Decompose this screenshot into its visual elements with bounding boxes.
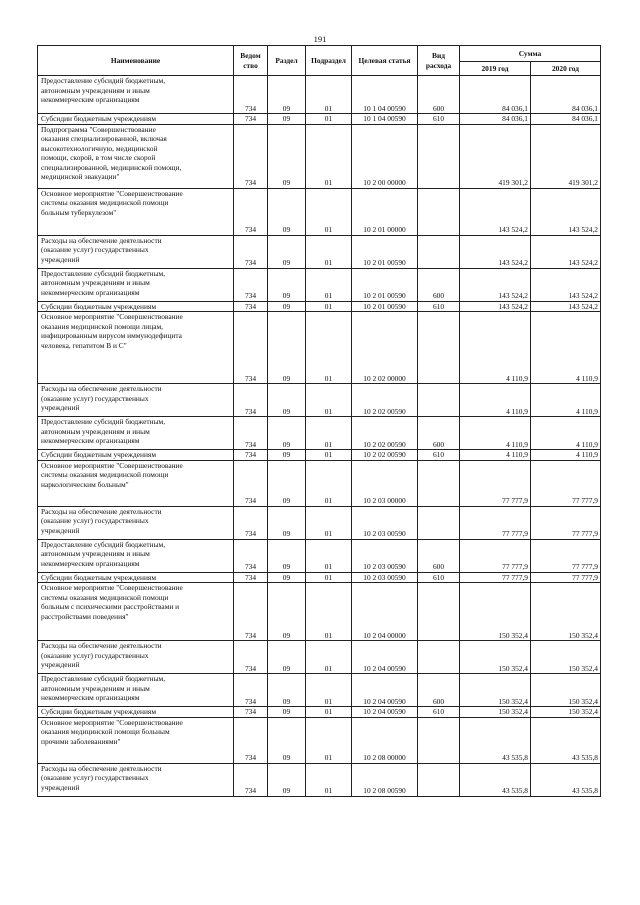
cell-target: 10 2 04 00000 bbox=[352, 583, 418, 641]
cell-sum-2020: 150 352,4 bbox=[531, 583, 601, 641]
table-row bbox=[38, 188, 601, 235]
cell-name: Расходы на обеспечение деятельности (оказание услуг) государственных учреждений bbox=[38, 506, 234, 539]
header-sum: Сумма bbox=[460, 46, 601, 62]
cell-ministry: 734 bbox=[234, 572, 268, 583]
cell-sum-2019: 77 777,9 bbox=[460, 460, 531, 506]
cell-sum-2020: 4 110,9 bbox=[531, 417, 601, 450]
cell-ministry: 734 bbox=[234, 312, 268, 384]
cell-sum-2019: 143 524,2 bbox=[460, 301, 531, 312]
cell-sum-2020: 143 524,2 bbox=[531, 235, 601, 268]
cell-name: Субсидии бюджетным учреждениям bbox=[38, 707, 234, 718]
cell-subsection: 01 bbox=[306, 641, 352, 674]
cell-sum-2019: 150 352,4 bbox=[460, 707, 531, 718]
table-row bbox=[38, 235, 601, 268]
cell-sum-2019: 419 301,2 bbox=[460, 124, 531, 188]
cell-sum-2020: 84 036,1 bbox=[531, 114, 601, 125]
table-row bbox=[38, 583, 601, 641]
cell-sum-2020: 77 777,9 bbox=[531, 572, 601, 583]
cell-subsection: 01 bbox=[306, 76, 352, 114]
cell-expense-type: 610 bbox=[418, 707, 460, 718]
cell-name: Субсидии бюджетным учреждениям bbox=[38, 572, 234, 583]
cell-subsection: 01 bbox=[306, 506, 352, 539]
table-row bbox=[38, 506, 601, 539]
cell-expense-type: 610 bbox=[418, 301, 460, 312]
cell-sum-2020: 43 535,8 bbox=[531, 763, 601, 796]
cell-sum-2020: 150 352,4 bbox=[531, 707, 601, 718]
cell-expense-type: 600 bbox=[418, 539, 460, 572]
cell-section: 09 bbox=[268, 124, 306, 188]
cell-target: 10 2 02 00590 bbox=[352, 417, 418, 450]
cell-sum-2019: 150 352,4 bbox=[460, 583, 531, 641]
cell-target: 10 2 04 00590 bbox=[352, 674, 418, 707]
header-year-2019: 2019 год bbox=[460, 62, 531, 76]
cell-name: Субсидии бюджетным учреждениям bbox=[38, 450, 234, 461]
cell-ministry: 734 bbox=[234, 268, 268, 301]
cell-ministry: 734 bbox=[234, 583, 268, 641]
cell-section: 09 bbox=[268, 506, 306, 539]
cell-name: Субсидии бюджетным учреждениям bbox=[38, 301, 234, 312]
cell-name: Расходы на обеспечение деятельности (оказание услуг) государственных учреждений bbox=[38, 641, 234, 674]
cell-section: 09 bbox=[268, 268, 306, 301]
cell-section: 09 bbox=[268, 641, 306, 674]
cell-subsection: 01 bbox=[306, 539, 352, 572]
cell-sum-2020: 150 352,4 bbox=[531, 674, 601, 707]
cell-name: Расходы на обеспечение деятельности (оказание услуг) государственных учреждений bbox=[38, 763, 234, 796]
cell-name: Расходы на обеспечение деятельности (оказание услуг) государственных учреждений bbox=[38, 235, 234, 268]
cell-expense-type bbox=[418, 235, 460, 268]
cell-expense-type bbox=[418, 583, 460, 641]
cell-target: 10 2 03 00590 bbox=[352, 572, 418, 583]
header-section: Раздел bbox=[268, 46, 306, 76]
cell-sum-2020: 143 524,2 bbox=[531, 268, 601, 301]
cell-sum-2019: 4 110,9 bbox=[460, 417, 531, 450]
cell-expense-type: 610 bbox=[418, 114, 460, 125]
cell-section: 09 bbox=[268, 572, 306, 583]
cell-expense-type bbox=[418, 188, 460, 235]
cell-sum-2019: 84 036,1 bbox=[460, 114, 531, 125]
cell-section: 09 bbox=[268, 583, 306, 641]
table-row bbox=[38, 539, 601, 572]
cell-target: 10 2 01 00590 bbox=[352, 301, 418, 312]
cell-subsection: 01 bbox=[306, 312, 352, 384]
cell-target: 10 2 01 00590 bbox=[352, 235, 418, 268]
cell-target: 10 2 08 00000 bbox=[352, 717, 418, 763]
cell-ministry: 734 bbox=[234, 417, 268, 450]
table-row bbox=[38, 450, 601, 461]
cell-sum-2019: 4 110,9 bbox=[460, 384, 531, 417]
cell-sum-2020: 43 535,8 bbox=[531, 717, 601, 763]
cell-target: 10 2 04 00590 bbox=[352, 641, 418, 674]
header-expense-type: Вид расхода bbox=[418, 46, 460, 76]
table-row bbox=[38, 460, 601, 506]
cell-section: 09 bbox=[268, 717, 306, 763]
table-row bbox=[38, 114, 601, 125]
cell-target: 10 2 03 00590 bbox=[352, 506, 418, 539]
cell-subsection: 01 bbox=[306, 188, 352, 235]
cell-ministry: 734 bbox=[234, 450, 268, 461]
cell-target: 10 1 04 00590 bbox=[352, 114, 418, 125]
cell-expense-type bbox=[418, 506, 460, 539]
cell-target: 10 2 03 00000 bbox=[352, 460, 418, 506]
cell-sum-2019: 84 036,1 bbox=[460, 76, 531, 114]
cell-section: 09 bbox=[268, 301, 306, 312]
cell-expense-type: 610 bbox=[418, 450, 460, 461]
table-row bbox=[38, 76, 601, 114]
cell-section: 09 bbox=[268, 417, 306, 450]
cell-subsection: 01 bbox=[306, 450, 352, 461]
cell-expense-type: 600 bbox=[418, 76, 460, 114]
cell-subsection: 01 bbox=[306, 572, 352, 583]
cell-subsection: 01 bbox=[306, 417, 352, 450]
cell-sum-2020: 77 777,9 bbox=[531, 506, 601, 539]
table-row bbox=[38, 384, 601, 417]
cell-name: Расходы на обеспечение деятельности (оказание услуг) государственных учреждений bbox=[38, 384, 234, 417]
cell-expense-type: 600 bbox=[418, 674, 460, 707]
cell-subsection: 01 bbox=[306, 235, 352, 268]
cell-name: Предоставление субсидий бюджетным, автономным учреждениям и иным некоммерческим организациям bbox=[38, 539, 234, 572]
cell-sum-2019: 150 352,4 bbox=[460, 674, 531, 707]
cell-target: 10 2 08 00590 bbox=[352, 763, 418, 796]
cell-sum-2019: 4 110,9 bbox=[460, 450, 531, 461]
cell-expense-type: 600 bbox=[418, 268, 460, 301]
cell-sum-2019: 143 524,2 bbox=[460, 188, 531, 235]
cell-ministry: 734 bbox=[234, 641, 268, 674]
cell-subsection: 01 bbox=[306, 268, 352, 301]
table-row bbox=[38, 417, 601, 450]
cell-ministry: 734 bbox=[234, 707, 268, 718]
header-ministry: Ведом ство bbox=[234, 46, 268, 76]
cell-ministry: 734 bbox=[234, 384, 268, 417]
table-row bbox=[38, 763, 601, 796]
cell-subsection: 01 bbox=[306, 707, 352, 718]
cell-section: 09 bbox=[268, 312, 306, 384]
cell-target: 10 2 01 00000 bbox=[352, 188, 418, 235]
cell-subsection: 01 bbox=[306, 384, 352, 417]
cell-ministry: 734 bbox=[234, 188, 268, 235]
cell-sum-2019: 43 535,8 bbox=[460, 763, 531, 796]
table-row bbox=[38, 268, 601, 301]
cell-ministry: 734 bbox=[234, 460, 268, 506]
cell-target: 10 2 02 00000 bbox=[352, 312, 418, 384]
cell-subsection: 01 bbox=[306, 583, 352, 641]
cell-name: Предоставление субсидий бюджетным, автономным учреждениям и иным некоммерческим организациям bbox=[38, 674, 234, 707]
cell-target: 10 2 02 00590 bbox=[352, 384, 418, 417]
cell-expense-type bbox=[418, 763, 460, 796]
table-row bbox=[38, 717, 601, 763]
cell-ministry: 734 bbox=[234, 76, 268, 114]
cell-sum-2020: 143 524,2 bbox=[531, 188, 601, 235]
cell-expense-type bbox=[418, 312, 460, 384]
cell-ministry: 734 bbox=[234, 539, 268, 572]
cell-ministry: 734 bbox=[234, 674, 268, 707]
cell-name: Основное мероприятие "Совершенствование системы оказания медицинской помощи наркологическим больным" bbox=[38, 460, 234, 506]
cell-section: 09 bbox=[268, 188, 306, 235]
table-row bbox=[38, 707, 601, 718]
cell-sum-2020: 4 110,9 bbox=[531, 384, 601, 417]
budget-table bbox=[37, 45, 601, 797]
cell-name: Основное мероприятие "Совершенствование системы оказания медицинской помощи больным с психическими расстройствами и расстройствами поведения" bbox=[38, 583, 234, 641]
cell-name: Основное мероприятие "Совершенствование системы оказания медицинской помощи больным туберкулезом" bbox=[38, 188, 234, 235]
table-row bbox=[38, 301, 601, 312]
cell-section: 09 bbox=[268, 763, 306, 796]
cell-ministry: 734 bbox=[234, 114, 268, 125]
cell-expense-type bbox=[418, 124, 460, 188]
table-row bbox=[38, 674, 601, 707]
cell-sum-2020: 4 110,9 bbox=[531, 312, 601, 384]
cell-expense-type bbox=[418, 460, 460, 506]
cell-sum-2020: 77 777,9 bbox=[531, 539, 601, 572]
cell-subsection: 01 bbox=[306, 460, 352, 506]
cell-ministry: 734 bbox=[234, 717, 268, 763]
cell-sum-2019: 143 524,2 bbox=[460, 268, 531, 301]
cell-section: 09 bbox=[268, 450, 306, 461]
cell-sum-2020: 84 036,1 bbox=[531, 76, 601, 114]
cell-name: Основное мероприятие "Совершенствование оказания медицинской помощи лицам, инфицированным вирусом иммунодефицита человека, гепатитом В и С" bbox=[38, 312, 234, 384]
cell-section: 09 bbox=[268, 707, 306, 718]
header-subsection: Подраздел bbox=[306, 46, 352, 76]
cell-sum-2020: 4 110,9 bbox=[531, 450, 601, 461]
cell-section: 09 bbox=[268, 460, 306, 506]
header-year-2020: 2020 год bbox=[531, 62, 601, 76]
cell-section: 09 bbox=[268, 76, 306, 114]
cell-name: Основное мероприятие "Совершенствование оказания медицинской помощи больным прочими заболеваниями" bbox=[38, 717, 234, 763]
cell-target: 10 2 00 00000 bbox=[352, 124, 418, 188]
cell-ministry: 734 bbox=[234, 235, 268, 268]
cell-expense-type bbox=[418, 384, 460, 417]
cell-target: 10 2 04 00590 bbox=[352, 707, 418, 718]
cell-section: 09 bbox=[268, 674, 306, 707]
page-number: 191 bbox=[313, 34, 327, 44]
header-target: Целевая статья bbox=[352, 46, 418, 76]
cell-sum-2020: 419 301,2 bbox=[531, 124, 601, 188]
cell-sum-2019: 77 777,9 bbox=[460, 506, 531, 539]
cell-sum-2019: 143 524,2 bbox=[460, 235, 531, 268]
cell-section: 09 bbox=[268, 235, 306, 268]
cell-expense-type: 610 bbox=[418, 572, 460, 583]
cell-target: 10 1 04 00590 bbox=[352, 76, 418, 114]
cell-subsection: 01 bbox=[306, 674, 352, 707]
table-header bbox=[38, 46, 601, 76]
cell-ministry: 734 bbox=[234, 301, 268, 312]
cell-ministry: 734 bbox=[234, 124, 268, 188]
cell-sum-2019: 77 777,9 bbox=[460, 572, 531, 583]
cell-name: Подпрограмма "Совершенствование оказания специализированной, включая высокотехнологичную, медицинской помощи, скорой, в том числе скорой специализированной, медицинской помощи, медицинской эвакуации" bbox=[38, 124, 234, 188]
cell-subsection: 01 bbox=[306, 114, 352, 125]
cell-sum-2020: 150 352,4 bbox=[531, 641, 601, 674]
cell-target: 10 2 01 00590 bbox=[352, 268, 418, 301]
cell-ministry: 734 bbox=[234, 763, 268, 796]
header-name: Наименование bbox=[38, 46, 234, 76]
cell-sum-2019: 4 110,9 bbox=[460, 312, 531, 384]
table-row bbox=[38, 572, 601, 583]
cell-sum-2019: 150 352,4 bbox=[460, 641, 531, 674]
cell-subsection: 01 bbox=[306, 301, 352, 312]
cell-sum-2019: 77 777,9 bbox=[460, 539, 531, 572]
cell-section: 09 bbox=[268, 384, 306, 417]
cell-section: 09 bbox=[268, 539, 306, 572]
table-row bbox=[38, 124, 601, 188]
cell-subsection: 01 bbox=[306, 124, 352, 188]
cell-sum-2019: 43 535,8 bbox=[460, 717, 531, 763]
cell-subsection: 01 bbox=[306, 763, 352, 796]
cell-name: Предоставление субсидий бюджетным, автономным учреждениям и иным некоммерческим организациям bbox=[38, 76, 234, 114]
cell-expense-type bbox=[418, 641, 460, 674]
table-row bbox=[38, 312, 601, 384]
table-body bbox=[38, 76, 601, 797]
cell-target: 10 2 02 00590 bbox=[352, 450, 418, 461]
cell-expense-type bbox=[418, 717, 460, 763]
cell-target: 10 2 03 00590 bbox=[352, 539, 418, 572]
cell-name: Предоставление субсидий бюджетным, автономным учреждениям и иным некоммерческим организациям bbox=[38, 268, 234, 301]
cell-expense-type: 600 bbox=[418, 417, 460, 450]
cell-sum-2020: 143 524,2 bbox=[531, 301, 601, 312]
cell-ministry: 734 bbox=[234, 506, 268, 539]
table-row bbox=[38, 641, 601, 674]
cell-name: Предоставление субсидий бюджетным, автономным учреждениям и иным некоммерческим организациям bbox=[38, 417, 234, 450]
cell-section: 09 bbox=[268, 114, 306, 125]
cell-sum-2020: 77 777,9 bbox=[531, 460, 601, 506]
cell-subsection: 01 bbox=[306, 717, 352, 763]
cell-name: Субсидии бюджетным учреждениям bbox=[38, 114, 234, 125]
